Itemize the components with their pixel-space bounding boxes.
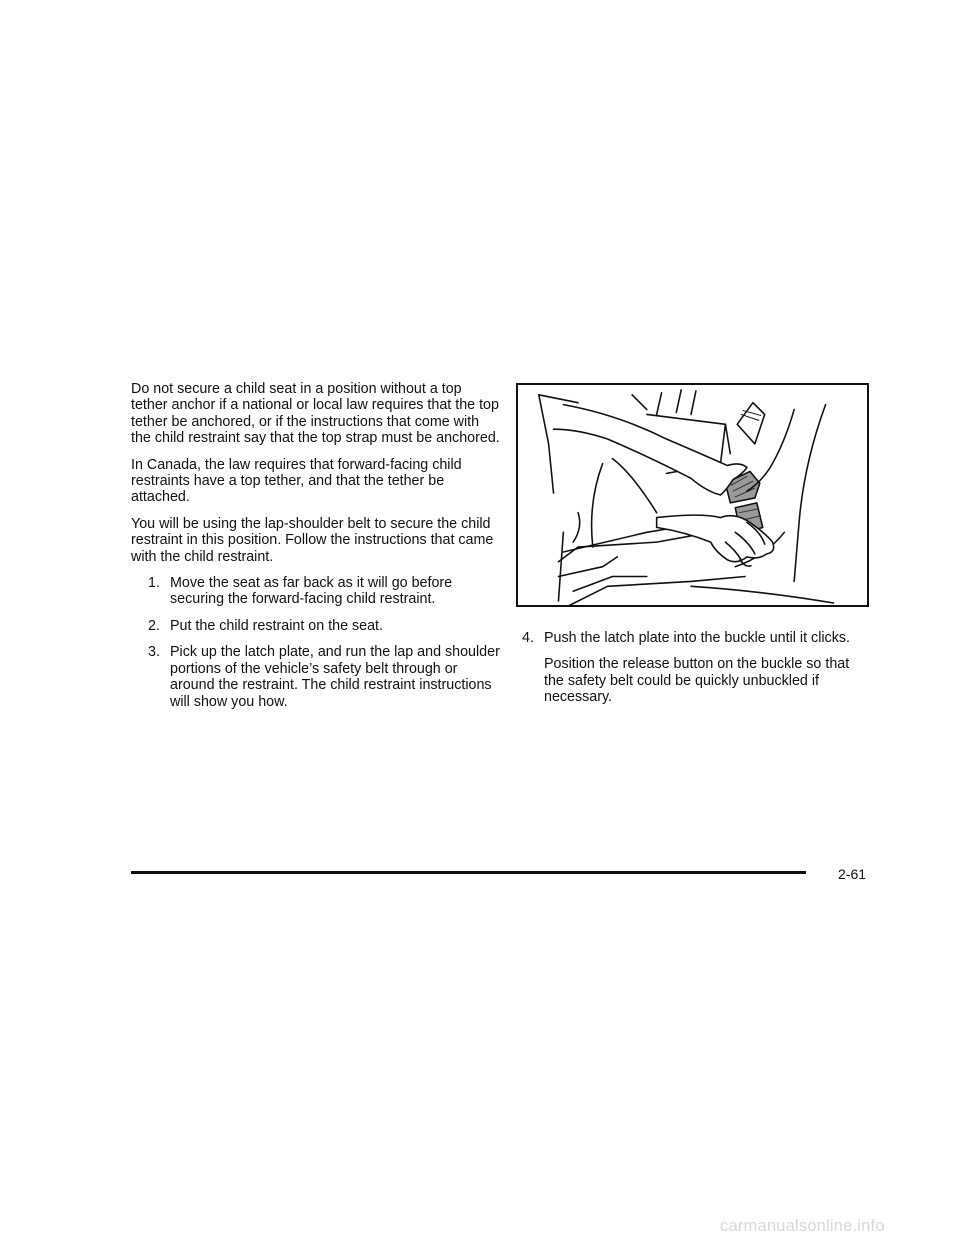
footer-rule	[131, 871, 806, 874]
step-number: 4.	[522, 630, 534, 646]
step-number: 1.	[148, 575, 160, 592]
step-2	[148, 618, 501, 634]
buckle-illustration	[516, 383, 869, 607]
step-3	[148, 644, 501, 710]
step-4	[522, 630, 872, 646]
step-number: 2.	[148, 617, 160, 634]
step-1	[148, 575, 501, 608]
step-text: Pick up the latch plate, and run the lap and shoulder portions of the vehicle’s safety belt through or around the restraint. The child restraint instructions will show you how.	[170, 644, 500, 710]
paragraph-lap-shoulder-belt: You will be using the lap-shoulder belt to secure the child restraint in this position. Follow the instructions that came with the child restraint.	[131, 515, 494, 565]
left-column	[131, 381, 501, 720]
watermark: carmanualsonline.info	[720, 1217, 885, 1235]
release-button-note: Position the release button on the buckle so that the safety belt could be quickly unbuckled if necessary.	[544, 656, 850, 706]
paragraph-top-tether-law: Do not secure a child seat in a position without a top tether anchor if a national or local law requires that the top tether be anchored, or if the instructions that come with the child restraint say that the top strap must be anchored.	[131, 381, 500, 447]
step-text: Push the latch plate into the buckle until it clicks.	[544, 630, 850, 646]
paragraph-canada-law: In Canada, the law requires that forward-facing child restraints have a top tether, and that the tether be attached.	[131, 456, 462, 506]
page-number: 2-61	[838, 866, 867, 882]
step-number: 3.	[148, 644, 160, 661]
step-text: Put the child restraint on the seat.	[170, 617, 383, 634]
right-column	[522, 630, 872, 716]
step-text: Move the seat as far back as it will go before securing the forward-facing child restraint.	[170, 575, 453, 608]
